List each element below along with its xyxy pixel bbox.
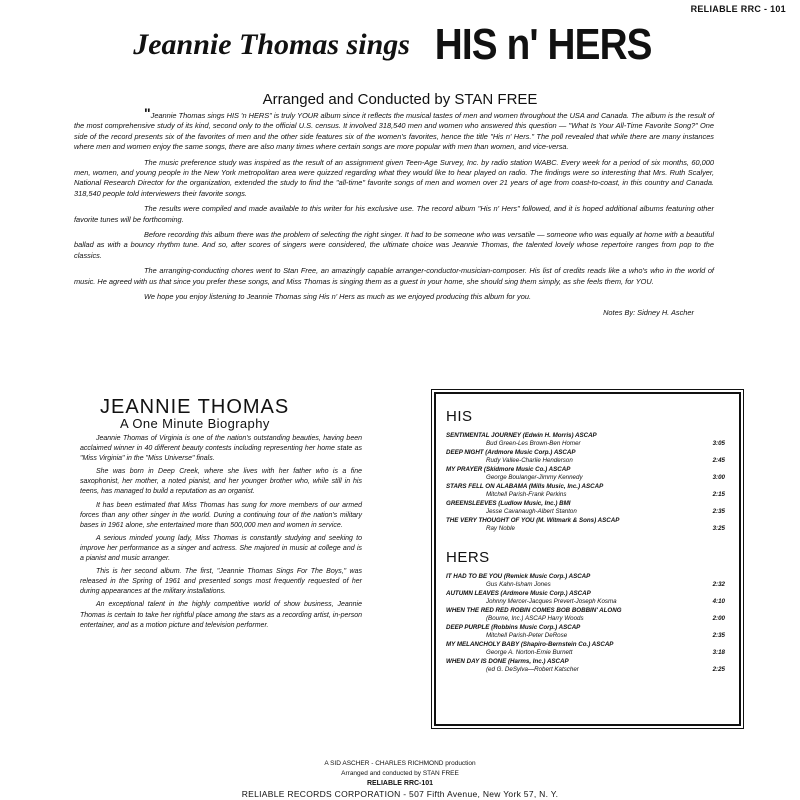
track-credit: Mitchell Parish-Frank Perkins <box>486 491 567 498</box>
track-credit: Johnny Mercer-Jacques Prevert-Joseph Kosma <box>486 598 617 605</box>
track-title: DEEP NIGHT (Ardmore Music Corp.) ASCAP <box>446 449 576 456</box>
bio-subtitle: A One Minute Biography <box>120 416 270 431</box>
track-credit: George A. Norton-Ernie Burnett <box>486 649 573 656</box>
track-title: IT HAD TO BE YOU (Remick Music Corp.) ASCAP <box>446 573 591 580</box>
track-duration: 2:32 <box>712 581 725 588</box>
company-address: RELIABLE RECORDS CORPORATION - 507 Fifth Avenue, New York 57, N. Y. <box>241 789 559 799</box>
track-credit: Gus Kahn-Isham Jones <box>486 581 551 588</box>
track-duration: 2:00 <box>712 615 725 622</box>
track-row <box>446 606 729 623</box>
track-duration: 3:00 <box>712 474 725 481</box>
track-title: AUTUMN LEAVES (Ardmore Music Corp.) ASCAP <box>446 590 591 597</box>
liner-paragraph: Before recording this album there was the problem of selecting the right singer. It had to be someone who was versatile — someone who was equally at home with a beautiful ballad as with a bouncy rhythm tune. And so, after scores of singers were considered, the ultimate choice was Jeannie Thomas, the talented lovely whose repertoire ranges from pop to the classics. <box>74 230 714 260</box>
track-row <box>446 516 729 533</box>
track-title: DEEP PURPLE (Robbins Music Corp.) ASCAP <box>446 624 581 631</box>
title-lead: Jeannie Thomas sings <box>133 28 410 61</box>
track-duration: 2:25 <box>712 666 725 673</box>
tracklist-box <box>434 392 741 726</box>
track-duration: 2:35 <box>712 508 725 515</box>
catalog-number: RELIABLE RRC - 101 <box>690 4 786 14</box>
liner-paragraph: We hope you enjoy listening to Jeannie Thomas sing His n' Hers as much as we enjoyed producing this album for you. <box>144 292 532 302</box>
track-row <box>446 431 729 448</box>
bio-paragraph: It has been estimated that Miss Thomas has sung for more members of our armed forces than any other singer in the world. During a continuing tour of the nation's military bases in 1961 alone, she entertained more than 500,000 men and women in service. <box>80 501 362 529</box>
bio-paragraph: Jeannie Thomas of Virginia is one of the nation's outstanding beauties, having been acclaimed winner in 40 different beauty contests including representing her home state as "Miss Virginia" in the "Miss Universe" finals. <box>80 435 362 463</box>
track-title: SENTIMENTAL JOURNEY (Edwin H. Morris) ASCAP <box>446 432 597 439</box>
track-duration: 2:15 <box>712 491 725 498</box>
track-credit: George Boulanger-Jimmy Kennedy <box>486 474 583 481</box>
track-row <box>446 640 729 657</box>
liner-paragraph: The music preference study was inspired as the result of an assignment given Teen-Age Survey, Inc. by radio station WABC. Every week for a period of six months, 60,000 men, women, and young people in the New York metropolitan area were quizzed regarding what they would like to hear played on radio. The findings were so interesting that Mrs. Ruth Scalyer, National Research Director for the organization, extended the study to find the "all-time" favorite songs of men and women over 21 years of age from coast-to-coast, in this country and Canada. 318,540 people told interviewers their favorite songs. <box>74 157 714 198</box>
track-duration: 4:10 <box>712 598 725 605</box>
hers-heading: HERS <box>446 549 490 566</box>
track-row <box>446 448 729 465</box>
liner-notes <box>74 105 714 318</box>
track-title: WHEN DAY IS DONE (Harms, Inc.) ASCAP <box>446 658 569 665</box>
track-row <box>446 482 729 499</box>
liner-paragraph: The results were compiled and made available to this writer for his exclusive use. The record album "His n' Hers" followed, and it is hoped additional albums featuring other favorite tunes will be forthcoming. <box>74 204 714 224</box>
production-credits <box>0 759 800 779</box>
track-credit: Rudy Vallee-Charlie Henderson <box>486 457 573 464</box>
track-row <box>446 572 729 589</box>
track-duration: 3:05 <box>712 440 725 447</box>
track-duration: 2:35 <box>712 632 725 639</box>
bio-paragraph: This is her second album. The first, "Jeannie Thomas Sings For The Boys," was released in the Spring of 1961 and presented songs most frequently requested of her during appearances at the military installations. <box>80 568 362 596</box>
track-title: MY PRAYER (Skidmore Music Co.) ASCAP <box>446 466 571 473</box>
his-heading: HIS <box>446 408 473 425</box>
track-title: GREENSLEEVES (Ludlow Music, Inc.) BMI <box>446 500 571 507</box>
track-row <box>446 657 729 674</box>
track-title: STARS FELL ON ALABAMA (Mills Music, Inc.) ASCAP <box>446 483 604 490</box>
track-title: THE VERY THOUGHT OF YOU (M. Witmark & Sons) ASCAP <box>446 517 620 524</box>
track-credit: Jesse Cavanaugh-Albert Stanton <box>486 508 577 515</box>
title-main: HIS n' HERS <box>435 20 652 69</box>
track-duration: 3:25 <box>712 525 725 532</box>
track-row <box>446 623 729 640</box>
bio-paragraph: A serious minded young lady, Miss Thomas is constantly studying and seeking to improve her performance as a singer and actress. She majored in music at college and is a pianist and music arranger. <box>80 534 362 563</box>
biography <box>80 434 362 634</box>
his-track-list <box>436 431 739 533</box>
track-row <box>446 465 729 482</box>
bottom-catalog-number: RELIABLE RRC-101 <box>366 780 434 787</box>
track-credit: Mitchell Parish-Peter DeRose <box>486 632 568 639</box>
production-line: A SID ASCHER - CHARLES RICHMOND production <box>324 760 476 767</box>
arranged-by: Arranged and Conducted by STAN FREE <box>262 91 538 108</box>
arranger-line: Arranged and conducted by STAN FREE <box>341 770 459 777</box>
track-credit: Ray Noble <box>486 525 515 532</box>
liner-paragraph: "Jeannie Thomas sings HIS 'n HERS" is truly YOUR album since it reflects the musical tastes of men and women throughout the USA and Canada. The album is the result of the most comprehensive study of its kind, second only to the official U.S. census. It involved 318,540 men and women who answered this question — "What Is Your All-Time Favorite Song?" One side of the record presents six of the favorites of men and the other side features six of the women's favorites, hence the title "His n' Hers." The poll revealed that while there are many instances where men and women enjoy the same songs, there are also many times where certain songs are more popular with men than women, and vice-versa. <box>74 105 714 152</box>
liner-paragraph: The arranging-conducting chores went to Stan Free, an amazingly capable arranger-conductor-musician-composer. His list of credits reads like a who's who in the world of music. He agreed with us that since you prefer these songs, and Miss Thomas is singing them as a guest in your home, she should sing them simply, as she feels them, for YOU. <box>74 266 714 286</box>
bio-paragraph: An exceptional talent in the highly competitive world of show business, Jeannie Thomas is certain to take her rightful place among the stars as a recording artist, in-person entertainer, and as a motion picture and television performer. <box>80 601 362 629</box>
track-duration: 2:45 <box>712 457 725 464</box>
bio-name: JEANNIE THOMAS <box>100 396 290 418</box>
hers-track-list <box>436 572 739 674</box>
track-credit: (ed G. DeSylva—Robert Katscher <box>486 666 579 673</box>
track-duration: 3:18 <box>712 649 725 656</box>
track-credit: (Bourne, Inc.) ASCAP Harry Woods <box>486 615 584 622</box>
track-row <box>446 589 729 606</box>
notes-signature: Notes By: Sidney H. Ascher <box>603 307 694 317</box>
album-title <box>0 20 800 70</box>
bio-paragraph: She was born in Deep Creek, where she lives with her father who is a fine saxophonist, her mother, a noted pianist, and her younger brother who, while still in his teens, has managed to build a reputation as an organist. <box>80 468 362 496</box>
track-title: MY MELANCHOLY BABY (Shapiro-Bernstein Co.) ASCAP <box>446 641 614 648</box>
track-credit: Bud Green-Les Brown-Ben Homer <box>486 440 581 447</box>
track-row <box>446 499 729 516</box>
track-title: WHEN THE RED RED ROBIN COMES BOB BOBBIN' ALONG <box>446 607 622 614</box>
opening-quote-mark: " <box>144 105 151 121</box>
